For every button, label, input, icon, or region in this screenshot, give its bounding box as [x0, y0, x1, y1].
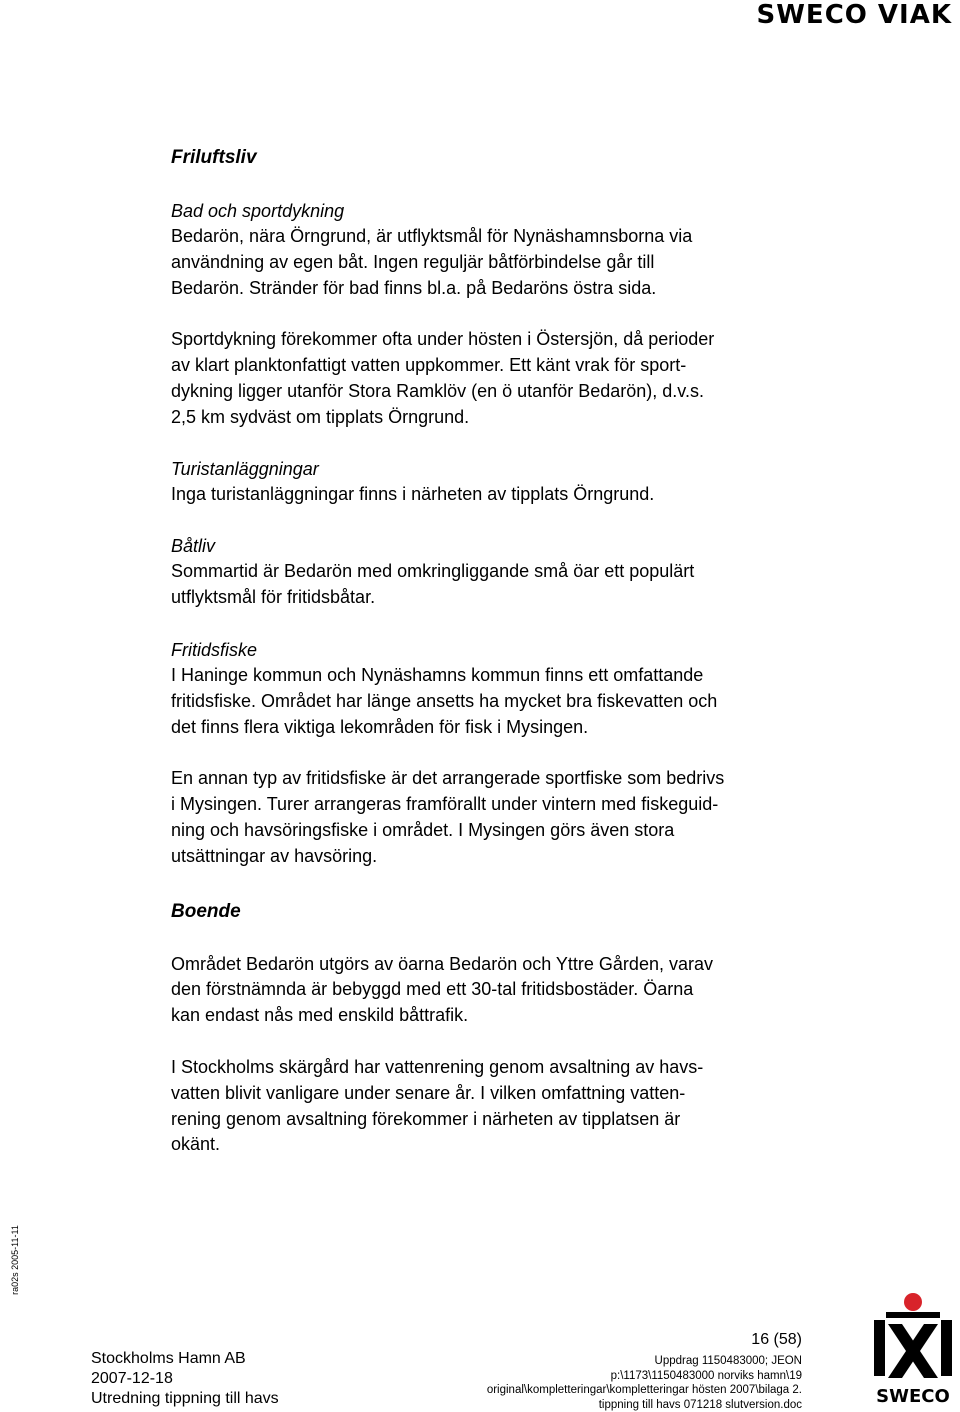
logo-text: SWECO: [876, 1386, 950, 1406]
sweco-logo: [872, 1292, 954, 1406]
footer-company: Stockholms Hamn AB: [91, 1349, 279, 1369]
subheading-turist: Turistanläggningar: [171, 456, 831, 482]
paragraph-batliv: Sommartid är Bedarön med omkringliggande små öar ett populärt utflyktsmål för fritidsbåtar.: [171, 559, 831, 611]
subheading-bad: Bad och sportdykning: [171, 198, 831, 224]
paragraph-boende-1: Området Bedarön utgörs av öarna Bedarön och Yttre Gården, varav den förstnämnda är bebyggd med ett 30-tal fritidsbostäder. Öarna kan endast nås med enskild båttrafik.: [171, 952, 831, 1029]
paragraph-bad-2: Sportdykning förekommer ofta under hösten i Östersjön, då perioder av klart planktonfattigt vatten uppkommer. Ett känt vrak för sport- dykning ligger utanför Stora Ramklöv (en ö utanför Bedarön), d.v.s. 2,5 km sydväst om tipplats Örngrund.: [171, 327, 831, 430]
paragraph-bad-1: Bedarön, nära Örngrund, är utflyktsmål för Nynäshamnsborna via användning av egen båt. Ingen reguljär båtförbindelse går till Bedarön. Stränder för bad finns bl.a. på Bedaröns östra sida.: [171, 224, 831, 301]
paragraph-fiske-1: I Haninge kommun och Nynäshamns kommun finns ett omfattande fritidsfiske. Området har länge ansetts ha mycket bra fiskevatten och det finns flera viktiga lekområden för fisk i Mysingen.: [171, 663, 831, 740]
footer-path-2: original\kompletteringar\kompletteringar hösten 2007\bilaga 2.: [440, 1383, 802, 1398]
footer-right: [440, 1330, 802, 1412]
sweco-logo-icon: [872, 1292, 954, 1406]
side-label: ra02s 2005-11-11: [10, 1215, 20, 1305]
footer-path-1: p:\1173\1150483000 norviks hamn\19: [440, 1369, 802, 1384]
footer-uppdrag: Uppdrag 1150483000; JEON: [440, 1354, 802, 1369]
logo-dot: [904, 1293, 922, 1311]
section-title-friluftsliv: Friluftsliv: [171, 145, 831, 171]
paragraph-fiske-2: En annan typ av fritidsfiske är det arrangerade sportfiske som bedrivs i Mysingen. Turer arrangeras framförallt under vintern med fiskeguid- ning och havsöringsfiske i området. I Mysingen görs även stora utsättningar av havsöring.: [171, 766, 831, 869]
paragraph-boende-2: I Stockholms skärgård har vattenrening genom avsaltning av havs- vatten blivit vanligare under senare år. I vilken omfattning vatten- rening genom avsaltning förekommer i närheten av tipplatsen är okänt.: [171, 1055, 831, 1158]
footer-doc-title: Utredning tippning till havs: [91, 1389, 279, 1409]
footer-path-3: tippning till havs 071218 slutversion.doc: [440, 1398, 802, 1412]
paragraph-turist: Inga turistanläggningar finns i närheten av tipplats Örngrund.: [171, 482, 831, 508]
page-number: 16 (58): [440, 1330, 802, 1350]
subheading-batliv: Båtliv: [171, 533, 831, 559]
document-body: [171, 145, 831, 1158]
footer-left: [91, 1349, 279, 1409]
brand-header: SWECO VIAK: [757, 0, 952, 30]
subheading-fiske: Fritidsfiske: [171, 637, 831, 663]
section-title-boende: Boende: [171, 899, 831, 925]
footer-date: 2007-12-18: [91, 1369, 279, 1389]
